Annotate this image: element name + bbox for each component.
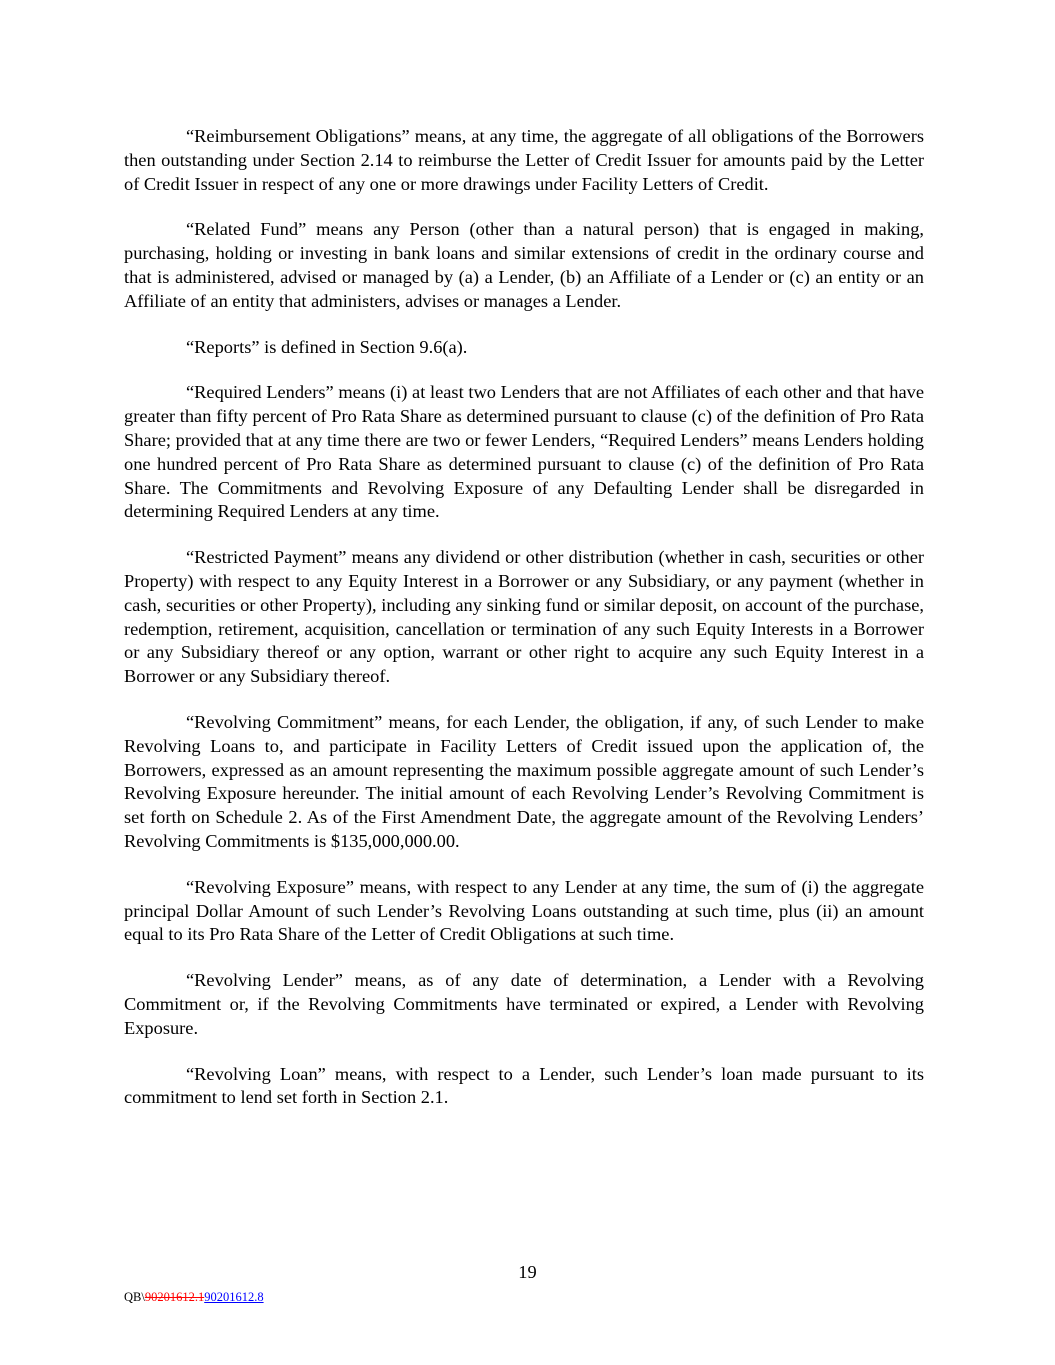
document-body (124, 125, 924, 1132)
definition-revolving-lender: “Revolving Lender” means, as of any date of determination, a Lender with a Revolving Commitment or, if the Revolving Commitments have terminated or expired, a Lender with Revolving Exposure. (124, 970, 924, 1038)
document-id-inserted: 90201612.8 (204, 1290, 264, 1304)
definition-restricted-payment: “Restricted Payment” means any dividend or other distribution (whether in cash, securities or other Property) with respect to any Equity Interest in a Borrower or any Subsidiary, or any payment (whether in cash, securities or other Property), including any sinking fund or similar deposit, on account of the purchase, redemption, retirement, acquisition, cancellation or termination of any such Equity Interests in a Borrower or any Subsidiary thereof or any option, warrant or other right to acquire any such Equity Interest in a Borrower or any Subsidiary thereof. (124, 547, 924, 687)
definition-required-lenders: “Required Lenders” means (i) at least two Lenders that are not Affiliates of each other and that have greater than fifty percent of Pro Rata Share as determined pursuant to clause (c) of the definition of Pro Rata Share; provided that at any time there are two or fewer Lenders, “Required Lenders” means Lenders holding one hundred percent of Pro Rata Share as determined pursuant to clause (c) of the definition of Pro Rata Share. The Commitments and Revolving Exposure of any Defaulting Lender shall be disregarded in determining Required Lenders at any time. (124, 382, 924, 522)
definition-revolving-commitment: “Revolving Commitment” means, for each Lender, the obligation, if any, of such Lender to make Revolving Loans to, and participate in Facility Letters of Credit issued upon the application of, the Borrowers, expressed as an amount representing the maximum possible aggregate amount of such Lender’s Revolving Exposure hereunder. The initial amount of each Revolving Lender’s Revolving Commitment is set forth on Schedule 2. As of the First Amendment Date, the aggregate amount of the Revolving Lenders’ Revolving Commitments is $135,000,000.00. (124, 711, 924, 851)
definition-reports: “Reports” is defined in Section 9.6(a). (186, 336, 468, 357)
definition-related-fund: “Related Fund” means any Person (other than a natural person) that is engaged in making, purchasing, holding or investing in bank loans and similar extensions of credit in the ordinary course and that is administered, advised or managed by (a) a Lender, (b) an Affiliate of a Lender or (c) an entity or an Affiliate of an entity that administers, advises or manages a Lender. (124, 219, 924, 311)
page-number: 19 (518, 1262, 537, 1282)
document-id-prefix: QB\ (124, 1290, 145, 1304)
document-id-footer (124, 1289, 264, 1305)
definition-revolving-exposure: “Revolving Exposure” means, with respect to any Lender at any time, the sum of (i) the aggregate principal Dollar Amount of such Lender’s Revolving Loans outstanding at such time, plus (ii) an amount equal to its Pro Rata Share of the Letter of Credit Obligations at such time. (124, 876, 924, 945)
document-id-deleted: 90201612.1 (144, 1290, 205, 1304)
definition-reimbursement-obligations: “Reimbursement Obligations” means, at any time, the aggregate of all obligations of the Borrowers then outstanding under Section 2.14 to reimburse the Letter of Credit Issuer for amounts paid by the Letter of Credit Issuer in respect of any one or more drawings under Facility Letters of Credit. (124, 126, 924, 194)
definition-revolving-loan: “Revolving Loan” means, with respect to a Lender, such Lender’s loan made pursuant to its commitment to lend set forth in Section 2.1. (124, 1063, 924, 1108)
